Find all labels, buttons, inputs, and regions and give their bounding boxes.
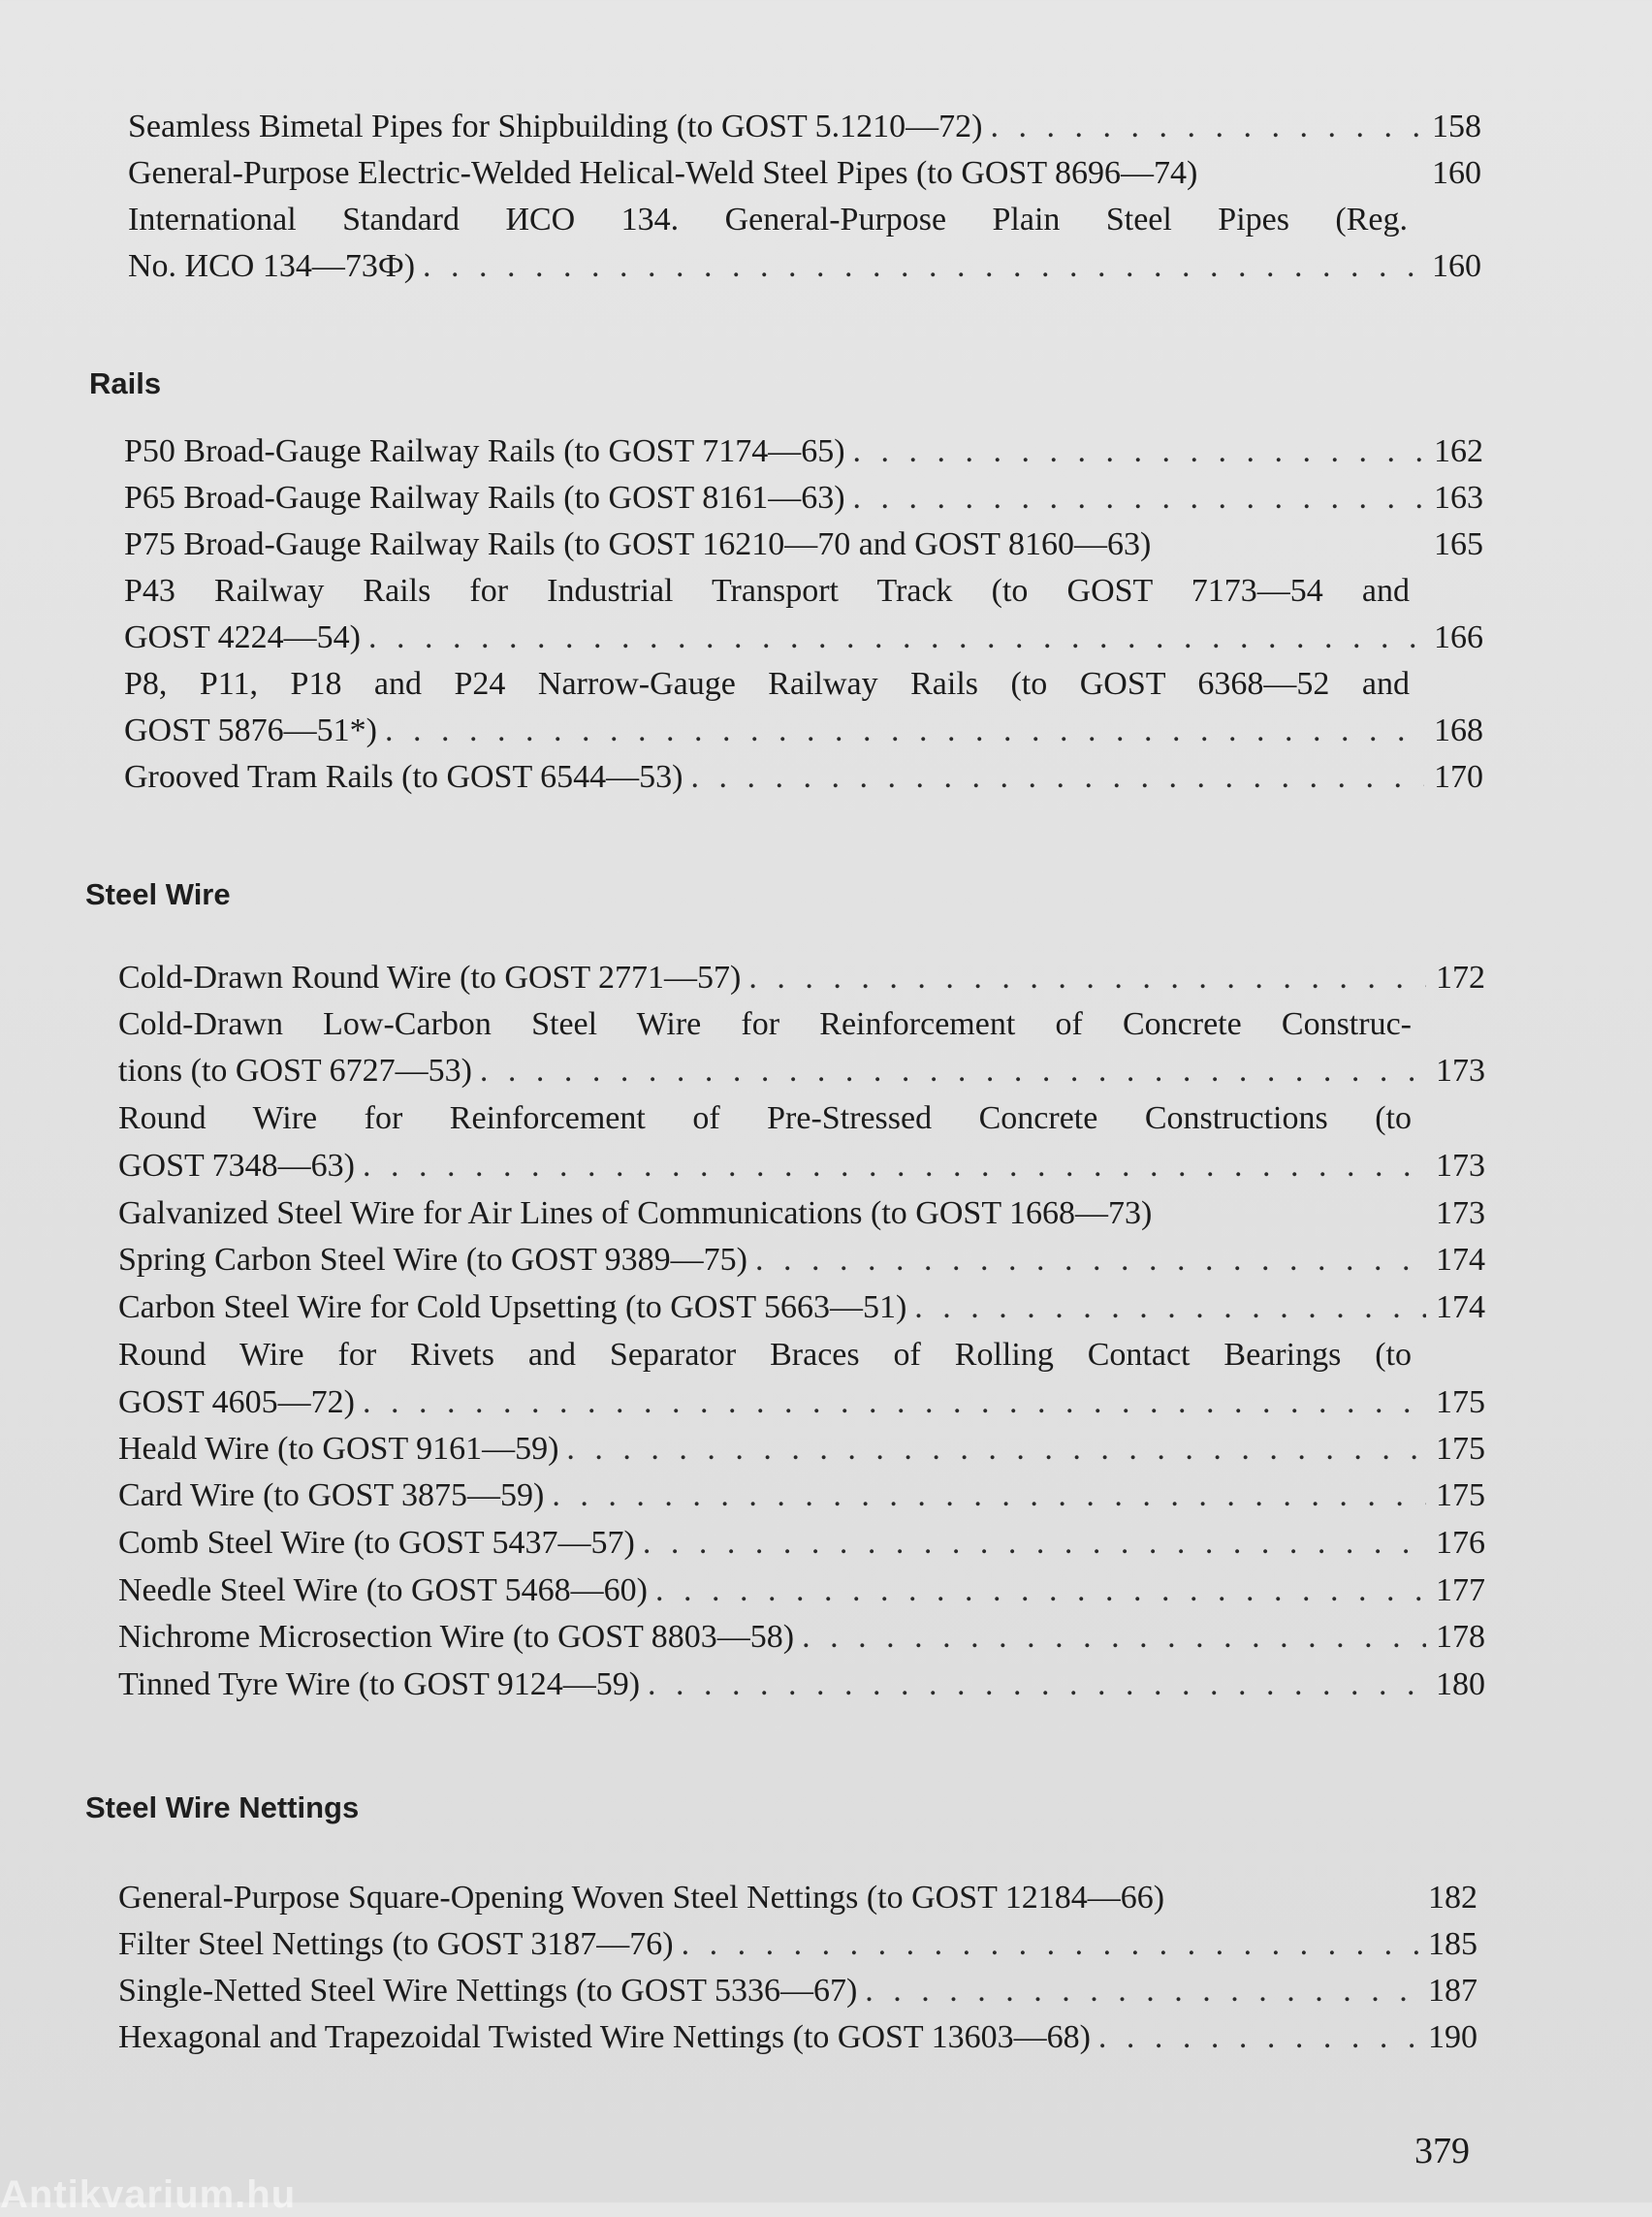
toc-entry-page: 175 bbox=[1436, 1477, 1485, 1513]
leader-dots bbox=[368, 615, 1424, 661]
toc-entry-page: 158 bbox=[1432, 109, 1481, 144]
toc-entry-page: 180 bbox=[1436, 1666, 1485, 1702]
section-heading-steel-wire: Steel Wire bbox=[85, 877, 231, 911]
leader-dots bbox=[552, 1473, 1426, 1519]
toc-entry-title: GOST 4224—54) bbox=[124, 619, 361, 655]
toc-entry bbox=[118, 1614, 1485, 1661]
toc-entry-page: 174 bbox=[1436, 1289, 1485, 1325]
leader-dots bbox=[1098, 2014, 1418, 2061]
toc-entry bbox=[124, 428, 1483, 475]
toc-entry-title: Carbon Steel Wire for Cold Upsetting (to GOST 5663—51) bbox=[118, 1289, 907, 1325]
toc-entry-title: P75 Broad-Gauge Railway Rails (to GOST 16210—70 and GOST 8160—63) bbox=[124, 526, 1152, 562]
toc-entry-page: 187 bbox=[1428, 1973, 1477, 2009]
toc-entry-page: 182 bbox=[1428, 1880, 1477, 1916]
toc-entry-title: P65 Broad-Gauge Railway Rails (to GOST 8161—63) bbox=[124, 480, 845, 516]
toc-entry-page: 177 bbox=[1436, 1572, 1485, 1608]
toc-entry-page: 173 bbox=[1436, 1148, 1485, 1184]
toc-entry bbox=[118, 1143, 1485, 1189]
leader-dots bbox=[990, 104, 1422, 150]
toc-entry-page: 160 bbox=[1432, 155, 1481, 191]
leader-dots bbox=[385, 708, 1424, 754]
toc-entry-page: 174 bbox=[1436, 1242, 1485, 1278]
section-heading-steel-wire-nettings: Steel Wire Nettings bbox=[85, 1790, 360, 1824]
toc-entry bbox=[118, 1332, 1412, 1378]
leader-dots bbox=[865, 1968, 1418, 2014]
toc-entry bbox=[118, 1001, 1412, 1048]
toc-entry-title: tions (to GOST 6727—53) bbox=[118, 1053, 472, 1089]
toc-entry-page: 165 bbox=[1434, 526, 1483, 562]
toc-entry bbox=[124, 754, 1483, 801]
toc-entry-title: Comb Steel Wire (to GOST 5437—57) bbox=[118, 1525, 635, 1561]
toc-entry-title: International Standard ИСО 134. General-Purpose Plain Steel Pipes (Reg. bbox=[128, 202, 1408, 238]
toc-entry bbox=[118, 1379, 1485, 1426]
leader-dots bbox=[853, 475, 1424, 522]
toc-entry-title: Cold-Drawn Low-Carbon Steel Wire for Reinforcement of Concrete Construc- bbox=[118, 1006, 1412, 1042]
toc-entry-page: 168 bbox=[1434, 713, 1483, 748]
toc-entry-title: GOST 4605—72) bbox=[118, 1384, 355, 1420]
toc-entry-page: 175 bbox=[1436, 1384, 1485, 1420]
toc-entry-title: Grooved Tram Rails (to GOST 6544—53) bbox=[124, 759, 683, 795]
leader-dots bbox=[748, 955, 1426, 1001]
toc-entry-title: Round Wire for Reinforcement of Pre-Stressed Concrete Constructions (to bbox=[118, 1100, 1412, 1136]
toc-entry-title: No. ИСО 134—73Ф) bbox=[128, 248, 416, 284]
leader-dots bbox=[423, 243, 1422, 290]
leader-dots bbox=[480, 1048, 1426, 1094]
toc-entry bbox=[118, 1520, 1485, 1567]
section-heading-rails: Rails bbox=[89, 366, 162, 400]
toc-entry bbox=[128, 104, 1481, 150]
leader-dots bbox=[914, 1284, 1426, 1331]
leader-dots bbox=[755, 1237, 1426, 1283]
leader-dots bbox=[802, 1614, 1426, 1661]
toc-entry bbox=[124, 615, 1483, 661]
toc-entry-page: 185 bbox=[1428, 1926, 1477, 1962]
toc-entry bbox=[124, 475, 1483, 522]
leader-dots bbox=[643, 1520, 1426, 1567]
toc-entry-title: Round Wire for Rivets and Separator Braces of Rolling Contact Bearings (to bbox=[118, 1337, 1412, 1373]
toc-entry bbox=[118, 1662, 1485, 1708]
toc-entry bbox=[118, 1568, 1485, 1614]
toc-entry bbox=[118, 955, 1485, 1001]
toc-entry-page: 163 bbox=[1434, 480, 1483, 516]
toc-entry bbox=[118, 2014, 1477, 2061]
toc-entry-title: GOST 7348—63) bbox=[118, 1148, 355, 1184]
toc-entry bbox=[118, 1921, 1477, 1968]
toc-entry-page: 173 bbox=[1436, 1053, 1485, 1089]
toc-entry-title: P50 Broad-Gauge Railway Rails (to GOST 7174—65) bbox=[124, 433, 845, 469]
leader-dots bbox=[648, 1662, 1426, 1708]
toc-entry-title: Cold-Drawn Round Wire (to GOST 2771—57) bbox=[118, 960, 742, 996]
toc-entry bbox=[118, 1473, 1485, 1519]
toc-entry bbox=[124, 568, 1410, 615]
toc-entry bbox=[118, 1048, 1485, 1094]
leader-dots bbox=[655, 1568, 1426, 1614]
toc-entry-title: Hexagonal and Trapezoidal Twisted Wire Nettings (to GOST 13603—68) bbox=[118, 2019, 1091, 2055]
toc-entry-page: 162 bbox=[1434, 433, 1483, 469]
leader-dots bbox=[566, 1426, 1426, 1473]
toc-entry bbox=[118, 1190, 1485, 1237]
toc-entry-title: General-Purpose Square-Opening Woven Steel Nettings (to GOST 12184—66) bbox=[118, 1880, 1165, 1916]
toc-entry-title: Card Wire (to GOST 3875—59) bbox=[118, 1477, 545, 1513]
toc-entry bbox=[118, 1968, 1477, 2014]
toc-entry-title: Seamless Bimetal Pipes for Shipbuilding (to GOST 5.1210—72) bbox=[128, 109, 983, 144]
toc-entry-title: Spring Carbon Steel Wire (to GOST 9389—75) bbox=[118, 1242, 747, 1278]
toc-entry bbox=[124, 522, 1483, 568]
leader-dots bbox=[363, 1379, 1426, 1426]
toc-entry-page: 190 bbox=[1428, 2019, 1477, 2055]
toc-entry bbox=[128, 150, 1481, 197]
toc-entry-title: GOST 5876—51*) bbox=[124, 713, 377, 748]
page-number: 379 bbox=[1414, 2131, 1470, 2171]
toc-entry bbox=[118, 1237, 1485, 1283]
toc-entry-title: Heald Wire (to GOST 9161—59) bbox=[118, 1431, 559, 1467]
toc-entry-title: Needle Steel Wire (to GOST 5468—60) bbox=[118, 1572, 648, 1608]
watermark: Antikvarium.hu bbox=[0, 2173, 297, 2216]
toc-entry bbox=[118, 1426, 1485, 1473]
toc-entry-page: 170 bbox=[1434, 759, 1483, 795]
toc-entry bbox=[124, 708, 1483, 754]
toc-entry-page: 173 bbox=[1436, 1195, 1485, 1231]
toc-entry-title: Tinned Tyre Wire (to GOST 9124—59) bbox=[118, 1666, 641, 1702]
toc-entry-page: 172 bbox=[1436, 960, 1485, 996]
toc-entry-page: 176 bbox=[1436, 1525, 1485, 1561]
toc-entry bbox=[118, 1284, 1485, 1331]
toc-entry-title: Filter Steel Nettings (to GOST 3187—76) bbox=[118, 1926, 674, 1962]
toc-entry-page: 175 bbox=[1436, 1431, 1485, 1467]
toc-entry-title: P8, P11, P18 and P24 Narrow-Gauge Railway Rails (to GOST 6368—52 and bbox=[124, 666, 1410, 702]
toc-entry bbox=[118, 1095, 1412, 1142]
toc-entry-title: P43 Railway Rails for Industrial Transport Track (to GOST 7173—54 and bbox=[124, 573, 1410, 609]
toc-entry-title: Single-Netted Steel Wire Nettings (to GOST 5336—67) bbox=[118, 1973, 858, 2009]
toc-entry bbox=[128, 197, 1408, 243]
toc-entry bbox=[128, 243, 1481, 290]
toc-entry bbox=[118, 1875, 1477, 1921]
toc-entry-title: Nichrome Microsection Wire (to GOST 8803—58) bbox=[118, 1619, 795, 1655]
leader-dots bbox=[853, 428, 1424, 475]
leader-dots bbox=[682, 1921, 1418, 1968]
toc-entry-title: Galvanized Steel Wire for Air Lines of Communications (to GOST 1668—73) bbox=[118, 1195, 1153, 1231]
toc-entry-page: 166 bbox=[1434, 619, 1483, 655]
toc-entry bbox=[124, 661, 1410, 708]
leader-dots bbox=[363, 1143, 1426, 1189]
toc-entry-page: 178 bbox=[1436, 1619, 1485, 1655]
toc-entry-page: 160 bbox=[1432, 248, 1481, 284]
toc-entry-title: General-Purpose Electric-Welded Helical-Weld Steel Pipes (to GOST 8696—74) bbox=[128, 155, 1198, 191]
leader-dots bbox=[690, 754, 1424, 801]
